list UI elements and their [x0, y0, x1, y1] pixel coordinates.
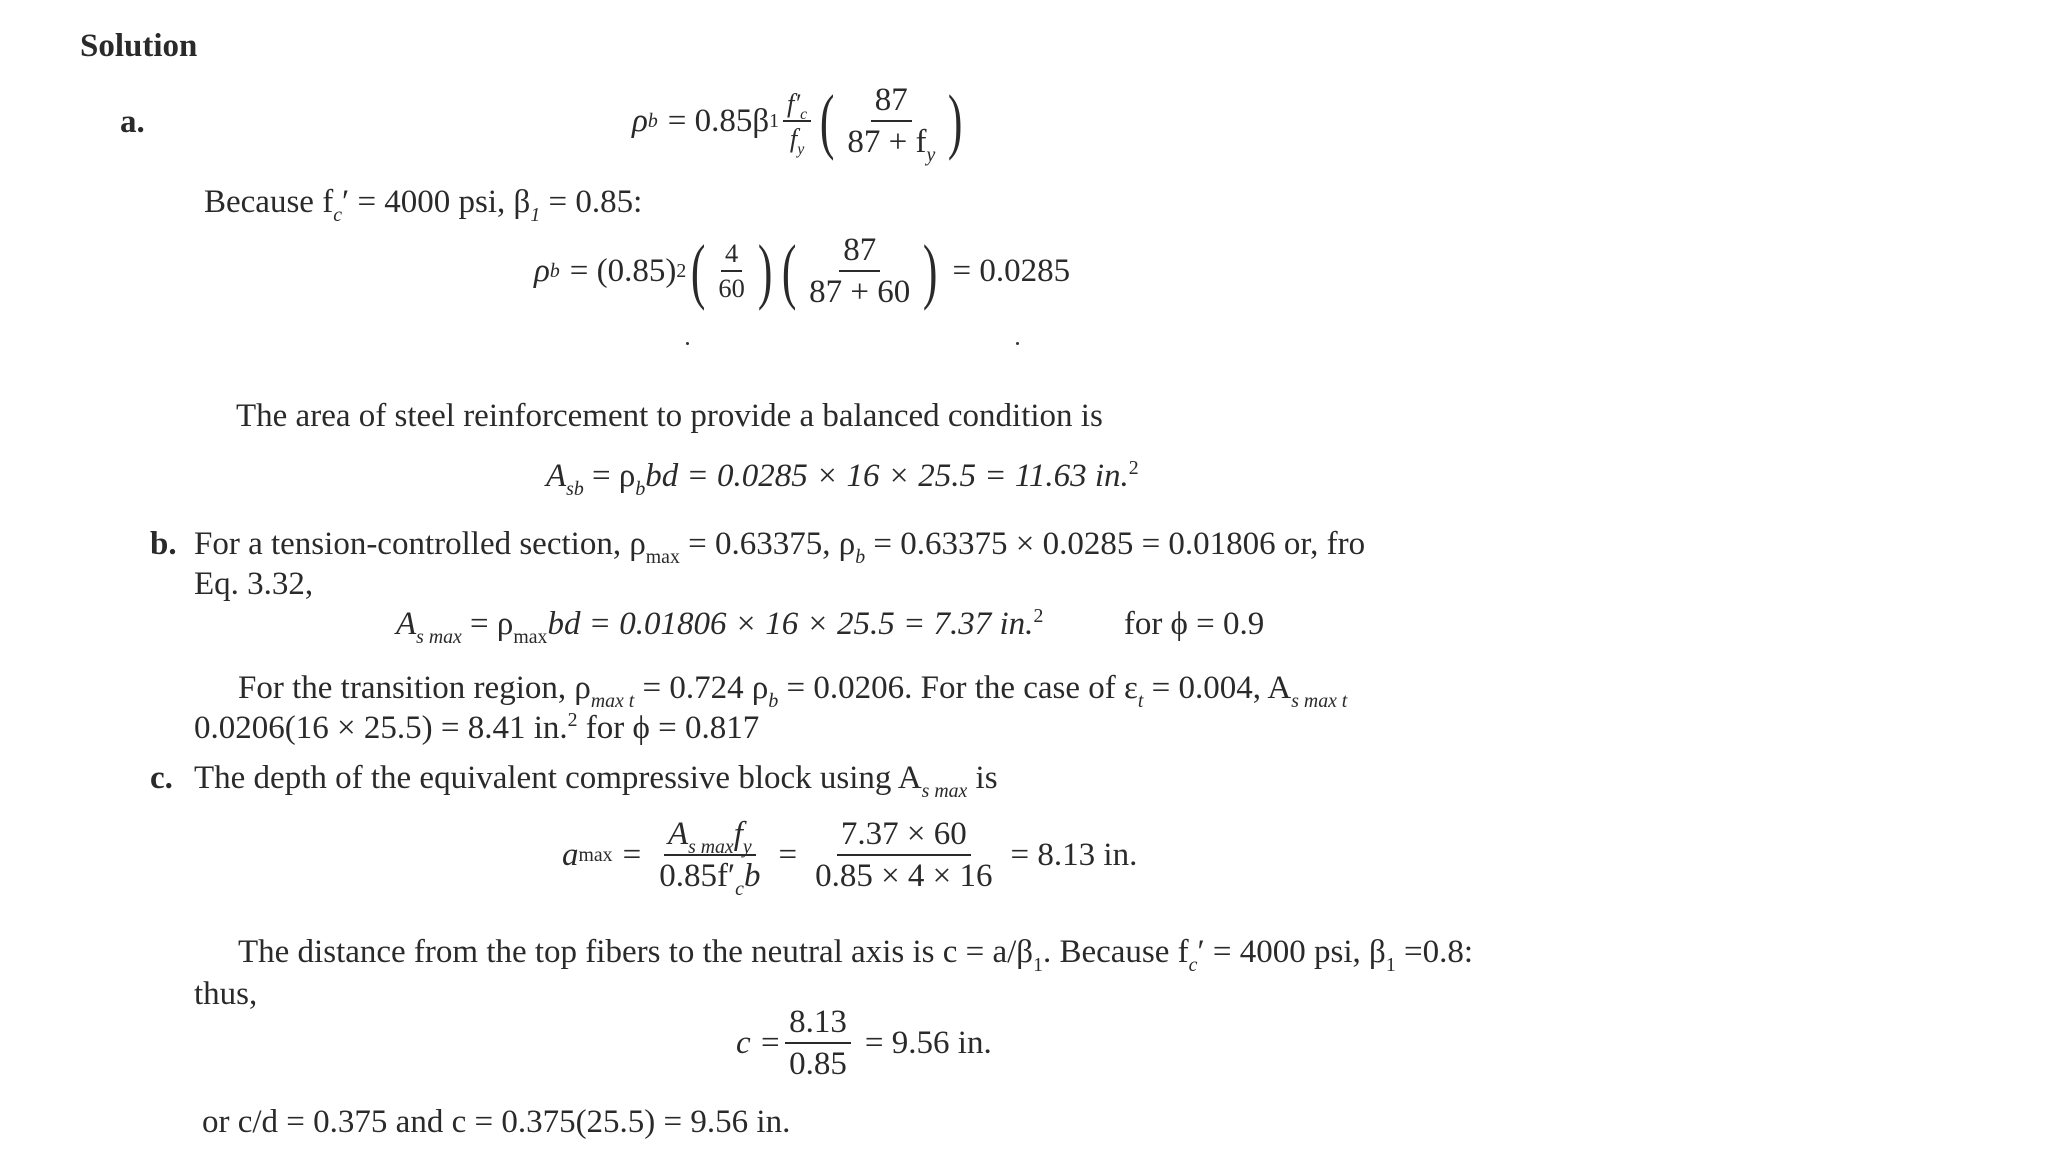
thus-line: thus, [194, 976, 258, 1012]
equation-rho-b-general: ρ b = 0.85β 1 $\frac{f'_c}{f_y}$ ( $\frac{87}{87 + f_y}$ ) [632, 80, 963, 167]
scan-speck [686, 342, 689, 345]
87-over-87-plus-fy-fraction: $\frac{87}{87 + f_y}$ [847, 82, 936, 167]
solution-heading: Solution [80, 28, 198, 64]
part-b-label: b. [150, 526, 177, 562]
4-over-60-fraction: $\frac{4}{60}$ [718, 238, 745, 304]
balanced-area-text: The area of steel reinforcement to provide a balanced condition is [236, 398, 1103, 434]
equation-a-max: a max = $\frac{A_{s max}f_y}{0.85f'_cb}$ = $\frac{7.37 \times 60}{0.85 \times 4 \times 16}$ = 8.13 in. [562, 816, 1138, 901]
equation-asb: $A_{sb} = \rho_bbd = 0.0285 \times 16 \times 25.5 = 11.63$ in.$^2$ [546, 457, 1139, 500]
transition-region-line: For the transition region, $\rho_{max t} = 0.724$ $\rho_b = 0.0206$. For the case of $\varepsilon_t = 0.004$, $A_{s max t}$ [238, 670, 1348, 712]
fc-over-fy-fraction: $\frac{f'_c}{f_y}$ [783, 89, 811, 153]
eq-reference-line: Eq. 3.32, [194, 566, 314, 602]
equation-as-max: $A_{s max} = \rho_{max}bd = 0.01806 \times 16 \times 25.5 = 7.37$ in.$^2$ for ϕ = 0.9 [396, 605, 1265, 648]
c-over-d-line: or c/d = 0.375 and c = 0.375(25.5) = 9.56 in. [202, 1104, 791, 1140]
tension-controlled-line: For a tension-controlled section, $\rho_{max} = 0.63375$, $\rho_b = 0.63375 \times 0.0285 = 0.01806$ or, fro [194, 526, 1366, 568]
87-over-147-fraction: $\frac{87}{87 + 60}$ [809, 232, 911, 311]
c-fraction: $\frac{8.13}{0.85}$ [785, 1004, 851, 1083]
neutral-axis-line: The distance from the top fibers to the neutral axis is $c = a/\beta_1$. Because $f_c' = 4000$ psi, $\beta_1 =0.8$: [238, 934, 1473, 976]
transition-result-line: 0.0206(16 × 25.5) = 8.41 in.$^2$ for ϕ = 0.817 [194, 709, 760, 746]
compressive-block-line: The depth of the equivalent compressive block using $A_{s max}$ is [194, 760, 998, 802]
equation-rho-b-numeric: ρ b = (0.85) 2 ( $\frac{4}{60}$ ) ( $\frac{87}{87 + 60}$ ) = 0.0285 [534, 230, 1071, 311]
equation-c: c = $\frac{8.13}{0.85}$ = 9.56 in. [736, 1004, 992, 1083]
numeric-a-max-fraction: $\frac{7.37 \times 60}{0.85 \times 4 \times 16}$ [815, 816, 993, 895]
as-fy-over-fcb-fraction: $\frac{A_{s max}f_y}{0.85f'_cb}$ [659, 816, 761, 901]
part-a-label: a. [120, 104, 145, 140]
part-c-label: c. [150, 760, 173, 796]
scan-speck [1016, 342, 1019, 345]
because-fc-line: Because $f_c' = 4000$ psi, $\beta_1 = 0.85$: [204, 184, 643, 226]
